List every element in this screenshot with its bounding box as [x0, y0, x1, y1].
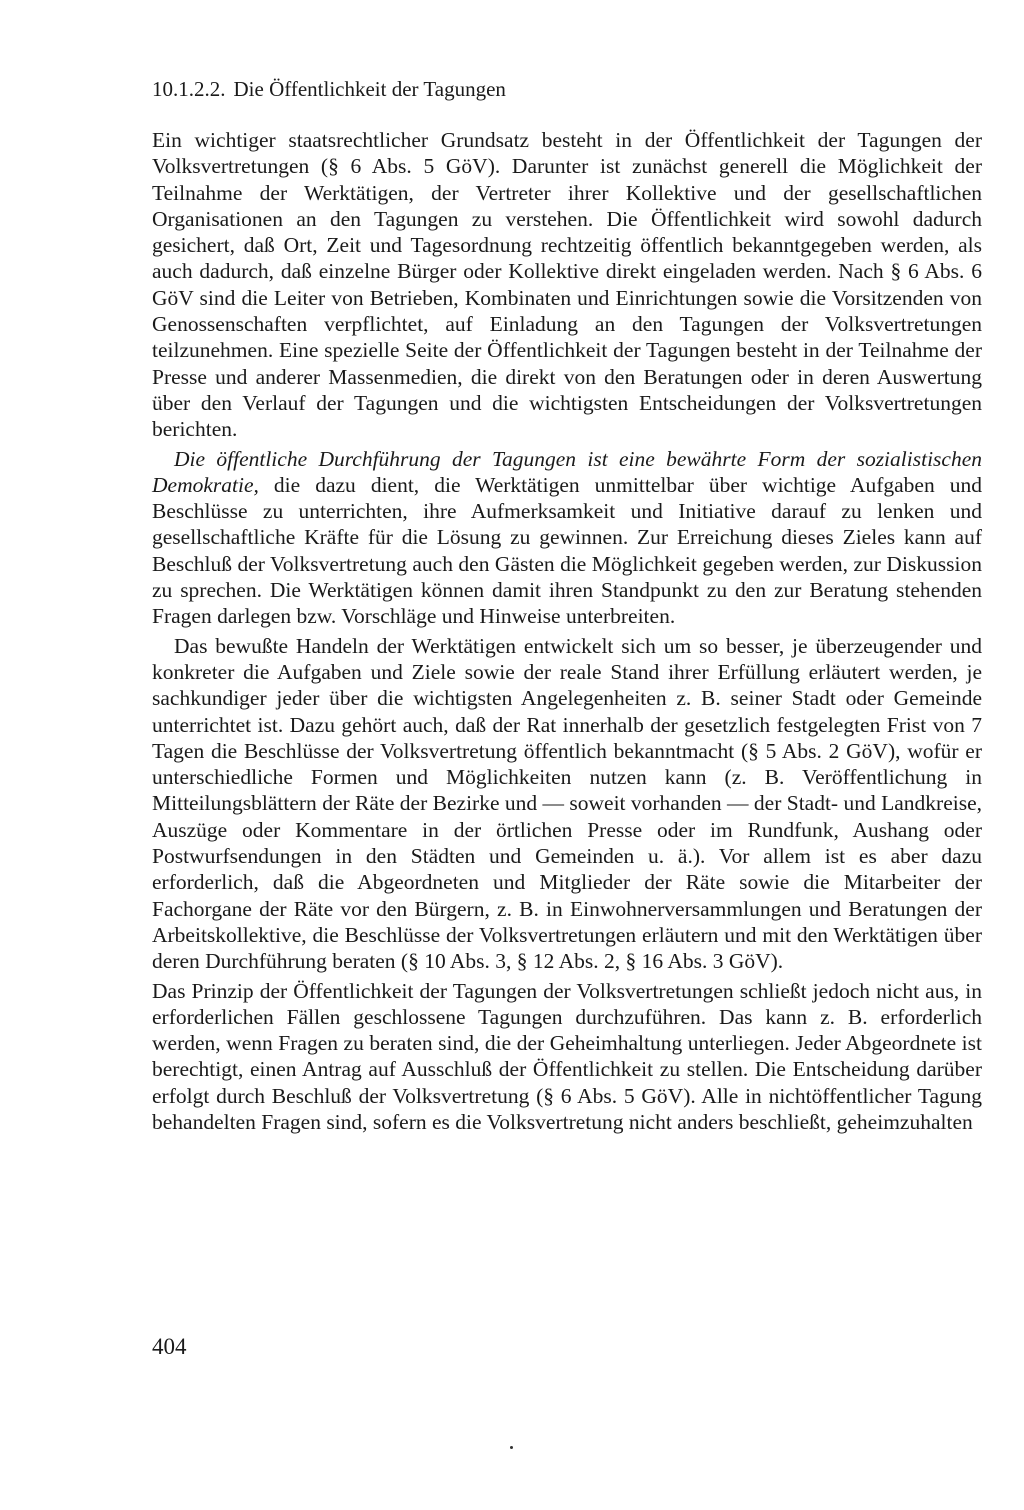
- paragraph-text: die dazu dient, die Werktätigen unmittelbar über wichtige Aufgaben und Beschlüsse zu unterrichten, ihre Aufmerksamkeit und Initiative darauf zu lenken und gesellschaftliche Kräfte für die Lösung zu gewinnen. Zur Erreichung dieses Zieles kann auf Beschluß der Volksvertretung auch den Gästen die Möglichkeit gegeben werden, zur Diskussion zu sprechen. Die Werktätigen können damit ihren Standpunkt zu den zur Beratung stehenden Fragen darlegen bzw. Vorschläge und Hinweise unterbreiten.: [152, 472, 982, 629]
- paragraph: Das Prinzip der Öffentlichkeit der Tagungen der Volksvertretungen schließt jedoch nicht aus, in erforderlichen Fällen geschlossene Tagungen durchzuführen. Das kann z. B. erforderlich werden, wenn Fragen zu beraten sind, die der Geheimhaltung unterliegen. Jeder Abgeordnete ist berechtigt, einen Antrag auf Ausschluß der Öffentlichkeit zu stellen. Die Entscheidung darüber erfolgt durch Beschluß der Volksvertretung (§ 6 Abs. 5 GöV). Alle in nichtöffentlicher Tagung behandelten Fragen sind, sofern es die Volksvertretung nicht anders beschließt, geheimzuhalten: [152, 978, 982, 1134]
- paragraph: Das bewußte Handeln der Werktätigen entwickelt sich um so besser, je überzeugender und konkreter die Aufgaben und Ziele sowie der reale Stand ihrer Erfüllung erläutert werden, je sachkundiger jeder über die wichtigsten Angelegenheiten z. B. seiner Stadt oder Gemeinde unterrichtet ist. Dazu gehört auch, daß der Rat innerhalb der gesetzlich festgelegten Frist von 7 Tagen die Beschlüsse der Volksvertretung öffentlich bekanntmacht (§ 5 Abs. 2 GöV), wofür er unterschiedliche Formen und Möglichkeiten nutzen kann (z. B. Veröffentlichung in Mitteilungsblättern der Räte der Bezirke und — soweit vorhanden — der Stadt- und Landkreise, Auszüge oder Kommentare in der örtlichen Presse oder im Rundfunk, Aushang oder Postwurfsendungen in den Städten und Gemeinden u. ä.). Vor allem ist es aber dazu erforderlich, daß die Abgeordneten und Mitglieder der Räte sowie die Mitarbeiter der Fachorgane der Räte vor den Bürgern, z. B. in Einwohnerversammlungen und Beratungen der Arbeitskollektive, die Beschlüsse der Volksvertretungen erläutern und mit den Werktätigen über deren Durchführung beraten (§ 10 Abs. 3, § 12 Abs. 2, § 16 Abs. 3 GöV).: [152, 633, 982, 974]
- scan-artifact-dot: [510, 1446, 513, 1449]
- paragraph: [152, 446, 982, 630]
- italic-emphasis: Die öffentliche Durchführung der Tagungen ist eine bewährte Form der sozialistischen Demokratie,: [152, 446, 982, 497]
- section-number: 10.1.2.2.: [152, 77, 226, 101]
- section-heading: [152, 74, 982, 104]
- paragraph: Ein wichtiger staatsrechtlicher Grundsatz besteht in der Öffentlichkeit der Tagungen der Volksvertretungen (§ 6 Abs. 5 GöV). Darunter ist zunächst generell die Möglichkeit der Teilnahme der Werktätigen, der Vertreter ihrer Kollektive und der gesellschaftlichen Organisationen an den Tagungen zu verstehen. Die Öffentlichkeit wird sowohl dadurch gesichert, daß Ort, Zeit und Tagesordnung rechtzeitig öffentlich bekanntgegeben werden, als auch dadurch, daß einzelne Bürger oder Kollektive direkt eingeladen werden. Nach § 6 Abs. 6 GöV sind die Leiter von Betrieben, Kombinaten und Einrichtungen sowie die Vorsitzenden von Genossenschaften verpflichtet, auf Einladung an den Tagungen der Volksvertretungen teilzunehmen. Eine spezielle Seite der Öffentlichkeit der Tagungen besteht in der Teilnahme der Presse und anderer Massenmedien, die direkt von den Beratungen oder in deren Auswertung über den Verlauf der Tagungen und die wichtigsten Entscheidungen der Volksvertretungen berichten.: [152, 128, 982, 442]
- page-number: 404: [152, 1334, 187, 1359]
- section-title: Die Öffentlichkeit der Tagungen: [233, 77, 506, 101]
- page-body: [152, 74, 982, 1138]
